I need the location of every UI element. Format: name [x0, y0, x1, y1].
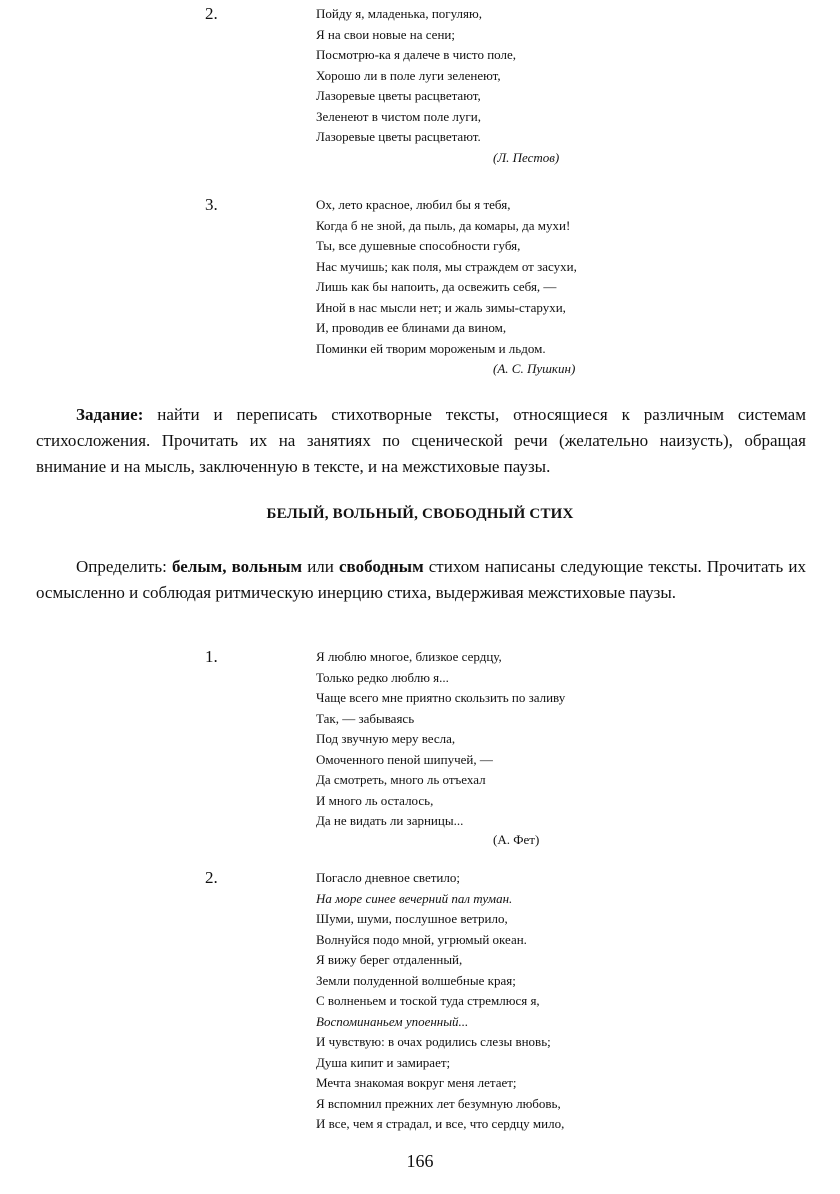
poem-line: И чувствую: в очах родились слезы вновь; — [316, 1034, 551, 1049]
poem-line: Под звучную меру весла, — [316, 731, 456, 746]
poem-line: Душа кипит и замирает; — [316, 1054, 451, 1070]
poem-line: Лишь как бы напоить, да освежить себя, — — [316, 279, 557, 294]
poem-line: И много ль осталось, — [316, 792, 434, 808]
poem-line: Ты, все душевные способности губя, — [316, 238, 521, 253]
poem-line: Когда б не зной, да пыль, да комары, да мухи! — [316, 217, 571, 233]
poem-text — [316, 647, 565, 832]
intro-bold: свободным — [339, 557, 424, 576]
poem-line: Только редко люблю я... — [316, 669, 449, 685]
poem-attribution: (А. С. Пушкин) — [493, 361, 576, 376]
poem-line: Мечта знакомая вокруг меня летает; — [316, 1075, 517, 1090]
poem-line: Я люблю многое, близкое сердцу, — [316, 649, 502, 664]
poem-line: Так, — забываясь — [316, 710, 415, 726]
poem-line: Нас мучишь; как поля, мы страждем от засухи, — [316, 258, 577, 274]
poem-text — [316, 195, 577, 359]
poem-text — [316, 868, 564, 1135]
intro-text: Определить: — [76, 557, 172, 576]
poem-line: Хорошо ли в поле луги зеленеют, — [316, 67, 501, 83]
poem-line: Воспоминаньем упоенный... — [316, 1013, 469, 1029]
poem-line: И все, чем я страдал, и все, что сердцу мило, — [316, 1116, 565, 1131]
task-label: Задание: — [76, 405, 144, 424]
poem-attribution: (А. Фет) — [493, 832, 540, 847]
intro-bold: белым, вольным — [172, 557, 303, 576]
poem-line: Зеленеют в чистом поле луги, — [316, 108, 481, 124]
poem-line: Да смотреть, много ль отъехал — [316, 772, 486, 787]
poem-line: И, проводив ее блинами да вином, — [316, 320, 507, 335]
poem-line: Волнуйся подо мной, угрюмый океан. — [316, 931, 527, 947]
poem-line: Ох, лето красное, любил бы я тебя, — [316, 197, 511, 212]
task-text: найти и переписать стихотворные тексты, относящиеся к различным системам стихосложения. Прочитать их на занятиях по сценической речи (желательно наизусть), обращая внимание и на мысль, заключенную в тексте, и на межстиховые паузы. — [36, 405, 806, 476]
poem-line: Лазоревые цветы расцветают. — [316, 129, 481, 144]
poem-line: Да не видать ли зарницы... — [316, 813, 464, 828]
poem-attribution: (Л. Пестов) — [493, 150, 560, 165]
poem-number: 3. — [205, 195, 218, 214]
poem-line: Я на свои новые на сени; — [316, 26, 455, 42]
poem-line: Шуми, шуми, послушное ветрило, — [316, 911, 508, 926]
poem-line: Я вспомнил прежних лет безумную любовь, — [316, 1095, 561, 1111]
poem-line: Пойду я, младенька, погуляю, — [316, 6, 482, 21]
poem-line: Посмотрю-ка я далече в чисто поле, — [316, 47, 516, 62]
task-paragraph — [36, 402, 806, 480]
poem-number: 1. — [205, 647, 218, 666]
poem-line: Иной в нас мысли нет; и жаль зимы-старухи, — [316, 299, 566, 315]
poem-line: Погасло дневное светило; — [316, 870, 460, 885]
poem-line: Поминки ей творим мороженым и льдом. — [316, 340, 546, 356]
poem-line: Я вижу берег отдаленный, — [316, 952, 463, 967]
poem-text — [316, 4, 516, 148]
poem-line: Лазоревые цветы расцветают, — [316, 88, 481, 103]
intro-text: стихом написаны следующие тексты. Прочитать их осмысленно и соблюдая ритмическую инерцию стиха, выдерживая межстиховые паузы. — [36, 557, 806, 602]
poem-line: На море синее вечерний пал туман. — [316, 890, 513, 906]
poem-number: 2. — [205, 868, 218, 887]
section-heading: БЕЛЫЙ, ВОЛЬНЫЙ, СВОБОДНЫЙ СТИХ — [266, 506, 574, 522]
poem-line: Чаще всего мне приятно скользить по заливу — [316, 690, 566, 705]
poem-line: С волненьем и тоской туда стремлюся я, — [316, 993, 540, 1008]
poem-line: Земли полуденной волшебные края; — [316, 972, 516, 988]
intro-paragraph — [36, 554, 806, 606]
poem-line: Омоченного пеной шипучей, — — [316, 751, 493, 767]
poem-number: 2. — [205, 4, 218, 23]
page-number: 166 — [406, 1151, 434, 1171]
intro-text: или — [302, 557, 339, 576]
